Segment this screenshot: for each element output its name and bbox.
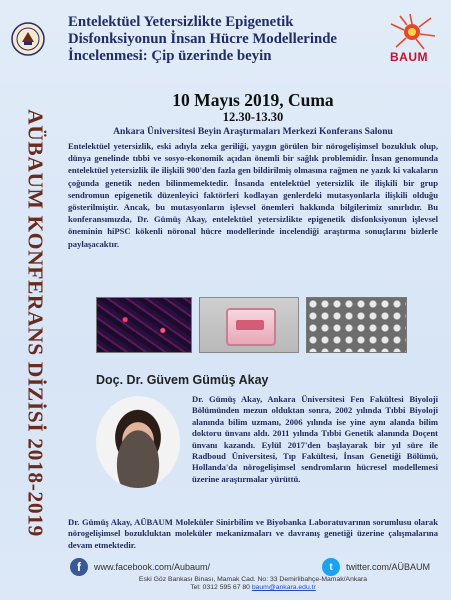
series-side-title xyxy=(17,88,53,558)
talk-title: Entelektüel Yetersizlikte Epigenetik Disfonksiyonun İnsan Hücre Modellerinde İncelenmesi: Çip üzerinde beyin xyxy=(68,14,337,64)
email-link[interactable]: baum@ankara.edu.tr xyxy=(251,584,316,592)
twitter-icon: t xyxy=(322,558,340,576)
twitter-url[interactable]: twitter.com/AÜBAUM xyxy=(346,562,431,572)
speaker-bio-part2: Dr. Gümüş Akay, AÜBAUM Moleküler Sinirbilim ve Biyobanka Laboratuvarının sorumlusu olarak nörogelişimsel bozukluktan moleküler mekanizmaları ve davranış genetiği üzerine çalışmalarına devam etmektedir. xyxy=(68,517,438,550)
facebook-link[interactable] xyxy=(70,557,210,577)
address-line: Eski Göz Bankası Binası, Mamak Cad. No: 33 Demirlibahçe-Mamak/Ankara xyxy=(138,576,368,583)
contact-address xyxy=(68,576,438,593)
facebook-icon: f xyxy=(70,558,88,576)
talk-abstract: Entelektüel yetersizlik, eski adıyla zeka geriliği, yaygın görülen bir nörogelişimsel bozukluk olup, dünya genelinde tıbbi ve sosyo-ekonomik açıdan önemli bir sağlık problemidir. İnsan genomunda entelektüel yetersizlik ile ilişkili 900'den fazla gen bildirilmiş olmasına rağmen ne yazık ki vakaların çoğunda genetik neden bilinmemektedir. İnsanda entelektüel yetersizlik ile ilişkili bir grup sendromun epigenetik düzenleyici faktörleri kodlayan genlerdeki mutasyonlarla ilişkili olduğu gösterilmiştir. Ancak, bu mutasyonların işlevsel önemleri hakkında bilgilerimiz sınırlıdır. Bu konferansımızda, Dr. Gümüş Akay, entelektüel yetersizlikte epigenetik disfonksiyonun işlevsel öneminin hiPSC kökenli nöronal hücre modellerinde incelendiği araştırma sonuçlarını bizlerle paylaşacaktır. xyxy=(68,141,438,249)
phone-number: Tel: 0312 595 67 80 xyxy=(190,584,250,592)
talk-venue: Ankara Üniversitesi Beyin Araştırmaları Merkezi Konferans Salonu xyxy=(113,126,393,137)
brain-chip-image xyxy=(199,297,299,353)
university-seal-icon xyxy=(11,22,45,56)
speaker-bio-part1: Dr. Gümüş Akay, Ankara Üniversitesi Fen Fakültesi Biyoloji Bölümünden mezun olduktan sonra, 2002 yılında Tıbbi Biyoloji alanında bilim uzmanı, 2006 yılında ise yine aynı alanda bilim doktoru ünvanı aldı. 2011 yılında Tıbbi Genetik alanında Doçent ünvanı kazandı. Eylül 2017'den başlayarak bir yıl süre ile Radboud Üniversitesi, Tıp Fakültesi, İnsan Genetiği Bölümü, Hollanda'da nörogelişimsel sendromların hücresel modellemesi üzerine araştırmalar yürüttü. xyxy=(192,394,438,484)
neuron-culture-image xyxy=(96,297,192,353)
chip-icon xyxy=(226,308,276,346)
talk-date: 10 Mayıs 2019, Cuma xyxy=(172,90,334,110)
baum-logo xyxy=(388,12,438,64)
neuron-logo-icon xyxy=(388,12,438,50)
speaker-name: Doç. Dr. Güvem Gümüş Akay xyxy=(96,373,269,387)
talk-time: 12.30-13.30 xyxy=(222,110,284,124)
series-side-title-text: AÜBAUM KONFERANS DİZİSİ 2018-2019 xyxy=(23,109,48,537)
speaker-photo xyxy=(96,396,180,488)
facebook-url[interactable]: www.facebook.com/Aubaum/ xyxy=(94,562,211,572)
twitter-link[interactable] xyxy=(322,557,430,577)
baum-logo-text: BAUM xyxy=(390,50,428,64)
microscopy-image xyxy=(306,297,407,353)
contact-line xyxy=(68,584,438,592)
